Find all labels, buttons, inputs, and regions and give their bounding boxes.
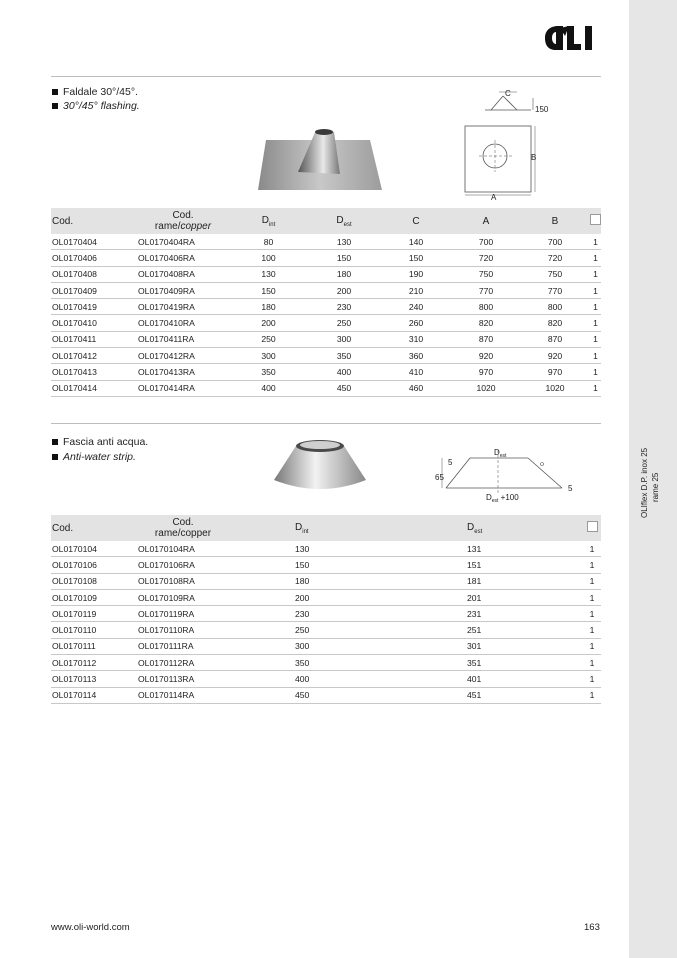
table-cell: 720 <box>452 250 520 266</box>
flashing-product-image <box>258 128 382 190</box>
table-cell: 360 <box>380 348 452 364</box>
header-dint: $D_{int}$ <box>295 521 309 535</box>
table-cell: OL0170111RA <box>137 638 229 654</box>
table-cell: 800 <box>452 299 520 315</box>
table-cell: OL0170109RA <box>137 589 229 605</box>
section2-title-en: Anti-water strip. <box>52 451 136 463</box>
table-row <box>51 266 601 282</box>
table-cell: 201 <box>401 589 583 605</box>
section1-title-it: Faldale 30°/45°. <box>52 86 138 98</box>
table-cell: 350 <box>229 655 401 671</box>
table-cell: OL0170412RA <box>137 348 229 364</box>
table-cell: 251 <box>401 622 583 638</box>
table-cell: OL0170112 <box>51 655 137 671</box>
table-cell: 151 <box>401 557 583 573</box>
label-150: 150 <box>535 105 549 114</box>
table-cell: 250 <box>229 331 308 347</box>
table-cell: 970 <box>520 364 590 380</box>
table-cell: 870 <box>452 331 520 347</box>
table-cell: 1 <box>583 687 601 703</box>
section2-title-it: Fascia anti acqua. <box>52 436 148 448</box>
header-a: A <box>482 215 490 227</box>
table-cell: 350 <box>308 348 380 364</box>
table-cell: 750 <box>520 266 590 282</box>
table-cell: 1 <box>583 671 601 687</box>
label-dest-plus: $D_{est} +100$ <box>486 493 519 504</box>
table-cell: 820 <box>520 315 590 331</box>
table-cell: 200 <box>308 282 380 298</box>
table-cell: 920 <box>452 348 520 364</box>
table-cell: OL0170406 <box>51 250 137 266</box>
table-cell: OL0170413 <box>51 364 137 380</box>
table-row <box>51 348 601 364</box>
table-cell: 181 <box>401 573 583 589</box>
table-cell: 180 <box>308 266 380 282</box>
table-cell: 1 <box>583 655 601 671</box>
package-icon <box>590 208 601 234</box>
table-cell: 1 <box>590 380 601 396</box>
table-row <box>51 589 601 605</box>
table-cell: OL0170108 <box>51 573 137 589</box>
table-cell: 150 <box>229 282 308 298</box>
package-icon <box>583 515 601 541</box>
table-row <box>51 638 601 654</box>
table-cell: 1 <box>590 364 601 380</box>
table-cell: OL0170411 <box>51 331 137 347</box>
table-cell: 180 <box>229 299 308 315</box>
table-cell: OL0170408RA <box>137 266 229 282</box>
table-cell: 700 <box>520 234 590 250</box>
table-cell: 1 <box>583 606 601 622</box>
table-row <box>51 250 601 266</box>
table-cell: OL0170110RA <box>137 622 229 638</box>
table-row <box>51 687 601 703</box>
table-cell: 230 <box>308 299 380 315</box>
table-cell: OL0170106RA <box>137 557 229 573</box>
table-cell: 300 <box>229 348 308 364</box>
table-cell: 150 <box>229 557 401 573</box>
table-cell: 1 <box>583 573 601 589</box>
table-cell: 250 <box>229 622 401 638</box>
header-dint: $D_{int}$ <box>261 214 276 228</box>
table-cell: 770 <box>520 282 590 298</box>
table-cell: 301 <box>401 638 583 654</box>
table-cell: 750 <box>452 266 520 282</box>
table-cell: 450 <box>229 687 401 703</box>
table-cell: 1020 <box>452 380 520 396</box>
label-65: 65 <box>435 473 444 482</box>
table-row <box>51 655 601 671</box>
table-cell: 870 <box>520 331 590 347</box>
table-cell: OL0170406RA <box>137 250 229 266</box>
table-cell: OL0170104RA <box>137 541 229 557</box>
flashing-technical-drawing <box>455 88 555 203</box>
table-cell: 1 <box>590 282 601 298</box>
table-cell: OL0170114 <box>51 687 137 703</box>
table-cell: OL0170408 <box>51 266 137 282</box>
header-dest: $D_{est}$ <box>467 521 483 535</box>
table-cell: OL0170412 <box>51 348 137 364</box>
table-cell: 1020 <box>520 380 590 396</box>
table-cell: OL0170119 <box>51 606 137 622</box>
table-cell: 300 <box>308 331 380 347</box>
footer-url: www.oli-world.com <box>51 922 130 933</box>
table-cell: 130 <box>229 266 308 282</box>
table-cell: 400 <box>229 380 308 396</box>
table-cell: 410 <box>380 364 452 380</box>
table-cell: OL0170404RA <box>137 234 229 250</box>
header-cod: Cod. <box>52 215 74 227</box>
table-row <box>51 364 601 380</box>
table-cell: 820 <box>452 315 520 331</box>
table-cell: 131 <box>401 541 583 557</box>
anti-water-strip-drawing <box>432 444 578 504</box>
table-row <box>51 573 601 589</box>
table-cell: 351 <box>401 655 583 671</box>
table-cell: 130 <box>308 234 380 250</box>
table-row <box>51 234 601 250</box>
table-cell: OL0170113 <box>51 671 137 687</box>
table-cell: 300 <box>229 638 401 654</box>
label-a: A <box>491 193 497 202</box>
table-cell: 80 <box>229 234 308 250</box>
label-b: B <box>531 153 537 162</box>
table-cell: 970 <box>452 364 520 380</box>
table-cell: OL0170111 <box>51 638 137 654</box>
header-dest: $D_{est}$ <box>336 214 352 228</box>
table-cell: 260 <box>380 315 452 331</box>
table-row <box>51 671 601 687</box>
table-row <box>51 331 601 347</box>
table-cell: OL0170419RA <box>137 299 229 315</box>
table-cell: 1 <box>590 250 601 266</box>
side-tab-line2: rame 25 <box>651 472 660 502</box>
table-cell: 1 <box>583 638 601 654</box>
table-cell: 150 <box>308 250 380 266</box>
table-cell: OL0170410 <box>51 315 137 331</box>
header-cod-copper: Cod. rame/copper <box>154 210 212 232</box>
table-cell: 800 <box>520 299 590 315</box>
table-cell: 400 <box>229 671 401 687</box>
table-cell: 1 <box>583 589 601 605</box>
table-row <box>51 282 601 298</box>
table-cell: 350 <box>229 364 308 380</box>
section1-title-en: 30°/45° flashing. <box>52 100 140 112</box>
table-cell: 1 <box>590 266 601 282</box>
table-cell: OL0170109 <box>51 589 137 605</box>
table-cell: 400 <box>308 364 380 380</box>
middle-rule <box>51 423 601 424</box>
table-cell: 150 <box>380 250 452 266</box>
table-cell: OL0170119RA <box>137 606 229 622</box>
table-cell: OL0170404 <box>51 234 137 250</box>
table-cell: 190 <box>380 266 452 282</box>
table-cell: 401 <box>401 671 583 687</box>
table-cell: 210 <box>380 282 452 298</box>
table-row <box>51 299 601 315</box>
table-cell: OL0170104 <box>51 541 137 557</box>
table-header <box>51 515 601 541</box>
table-cell: 1 <box>590 315 601 331</box>
table-cell: 1 <box>583 541 601 557</box>
table-row <box>51 606 601 622</box>
oli-logo <box>543 24 601 52</box>
anti-water-strip-image <box>272 436 368 492</box>
table-row <box>51 315 601 331</box>
table-cell: 100 <box>229 250 308 266</box>
table-cell: OL0170413RA <box>137 364 229 380</box>
side-tab-line1: OLIflex D.P. inox 25 <box>640 447 649 518</box>
table-cell: 130 <box>229 541 401 557</box>
label-5-side: 5 <box>568 484 573 493</box>
anti-water-strip-table <box>51 515 601 704</box>
table-cell: 230 <box>229 606 401 622</box>
table-cell: 460 <box>380 380 452 396</box>
label-dest-top: $D_{est}$ <box>494 448 507 459</box>
label-5-top: 5 <box>448 458 453 467</box>
table-cell: 231 <box>401 606 583 622</box>
table-cell: OL0170108RA <box>137 573 229 589</box>
table-cell: 1 <box>583 622 601 638</box>
table-row <box>51 541 601 557</box>
table-cell: OL0170409 <box>51 282 137 298</box>
table-cell: 200 <box>229 315 308 331</box>
table-cell: OL0170106 <box>51 557 137 573</box>
table-cell: OL0170414 <box>51 380 137 396</box>
table-cell: 310 <box>380 331 452 347</box>
table-cell: 200 <box>229 589 401 605</box>
table-cell: OL0170410RA <box>137 315 229 331</box>
table-cell: OL0170414RA <box>137 380 229 396</box>
header-cod-copper: Cod. rame/copper <box>154 517 212 539</box>
table-cell: 770 <box>452 282 520 298</box>
table-cell: 1 <box>590 348 601 364</box>
table-cell: 920 <box>520 348 590 364</box>
table-cell: 720 <box>520 250 590 266</box>
table-row <box>51 557 601 573</box>
side-tab-label <box>638 440 672 520</box>
table-cell: 1 <box>583 557 601 573</box>
header-cod: Cod. <box>52 522 74 534</box>
table-cell: 240 <box>380 299 452 315</box>
header-c: C <box>412 215 420 227</box>
table-cell: OL0170409RA <box>137 282 229 298</box>
table-cell: OL0170112RA <box>137 655 229 671</box>
table-cell: 1 <box>590 331 601 347</box>
table-cell: 700 <box>452 234 520 250</box>
table-cell: 450 <box>308 380 380 396</box>
label-c: C <box>505 89 511 98</box>
table-cell: 250 <box>308 315 380 331</box>
table-cell: OL0170113RA <box>137 671 229 687</box>
header-b: B <box>551 215 559 227</box>
flashing-table <box>51 208 601 397</box>
table-cell: OL0170411RA <box>137 331 229 347</box>
table-row <box>51 380 601 396</box>
table-cell: OL0170114RA <box>137 687 229 703</box>
top-rule <box>51 76 601 77</box>
table-cell: 1 <box>590 234 601 250</box>
table-cell: OL0170110 <box>51 622 137 638</box>
table-header <box>51 208 601 234</box>
table-cell: 180 <box>229 573 401 589</box>
table-cell: 451 <box>401 687 583 703</box>
table-cell: OL0170419 <box>51 299 137 315</box>
table-row <box>51 622 601 638</box>
page-number: 163 <box>584 922 600 933</box>
table-cell: 1 <box>590 299 601 315</box>
table-cell: 140 <box>380 234 452 250</box>
